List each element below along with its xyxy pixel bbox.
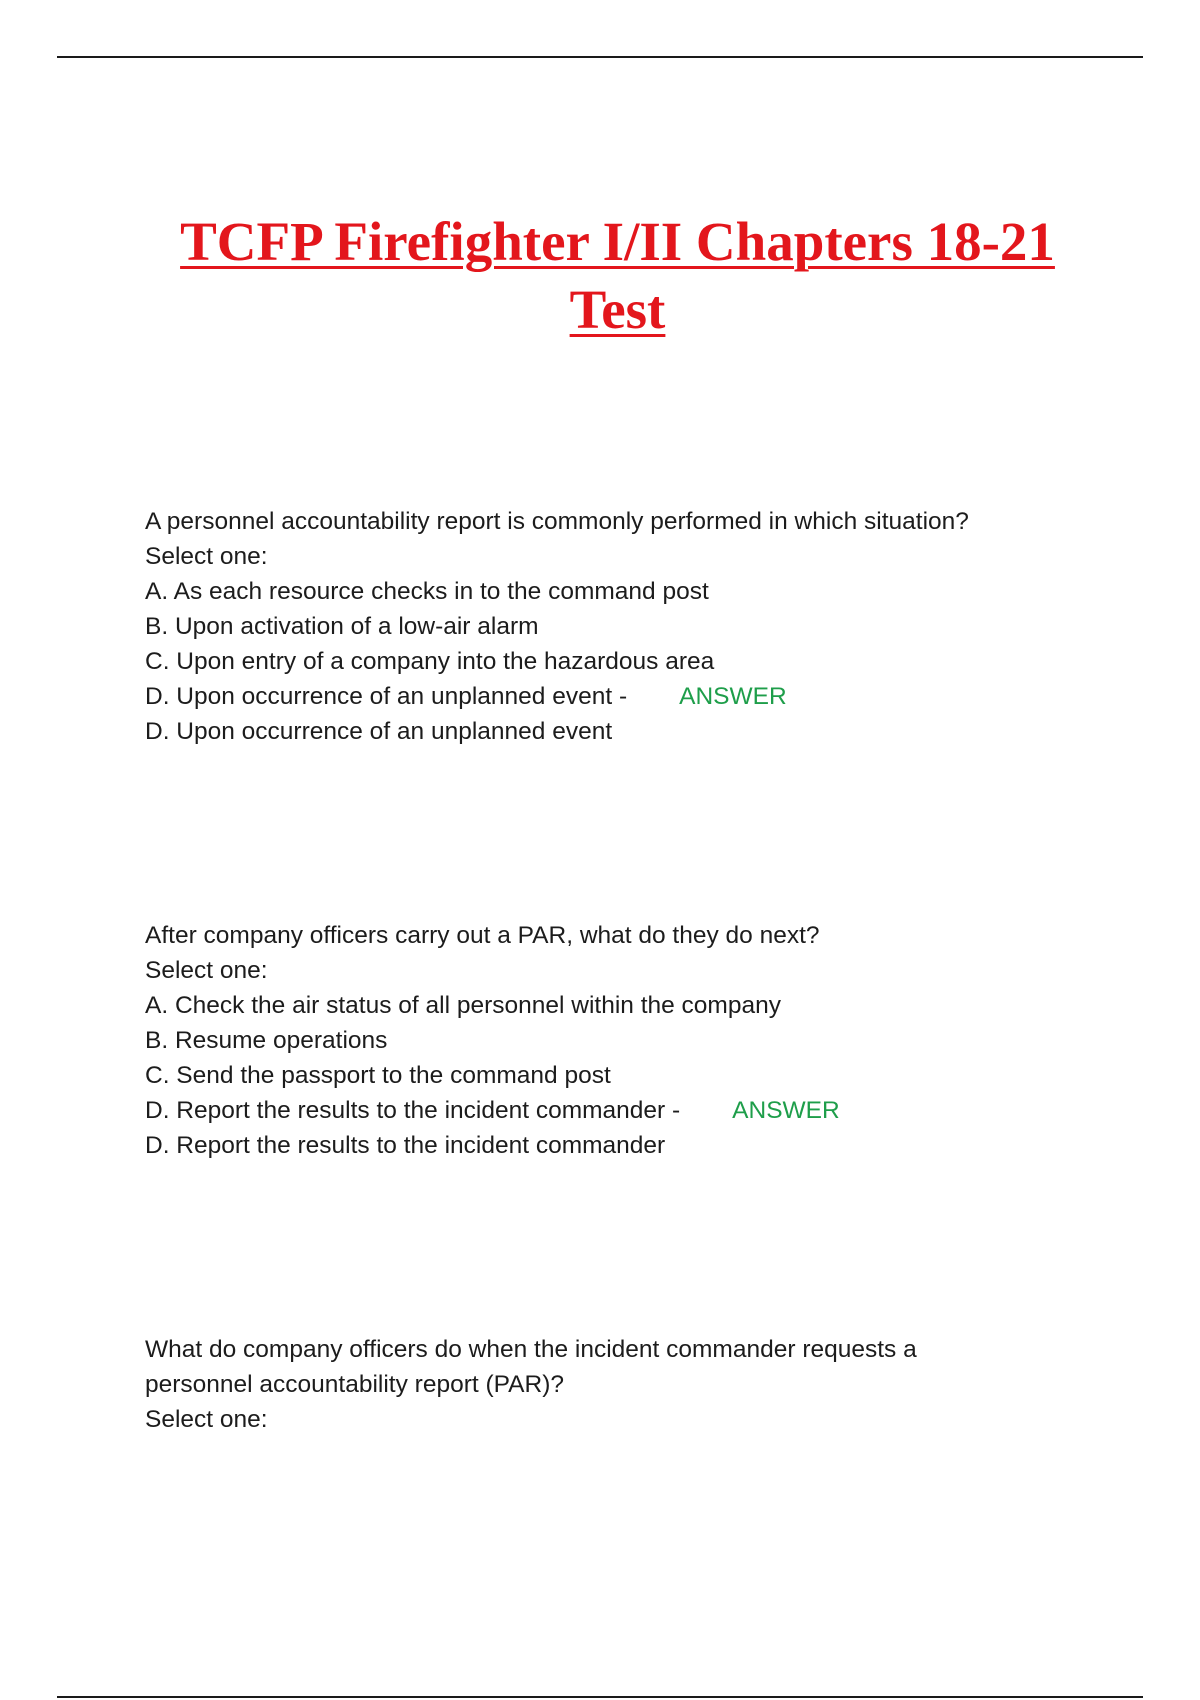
- question-2: [145, 918, 1075, 1163]
- select-label: Select one:: [145, 543, 268, 570]
- correct-answer: D. Upon occurrence of an unplanned event: [145, 718, 613, 745]
- question-3: [145, 1332, 1015, 1437]
- option-d-row: [145, 679, 1075, 714]
- select-label: Select one:: [145, 1406, 268, 1433]
- option-a: A. Check the air status of all personnel within the company: [145, 992, 781, 1019]
- answer-marker: ANSWER: [679, 683, 787, 710]
- question-prompt: A personnel accountability report is commonly performed in which situation?: [145, 508, 969, 535]
- document-title: [0, 208, 1200, 344]
- title-line-1: TCFP Firefighter I/II Chapters 18-21: [180, 211, 1055, 272]
- option-c: C. Send the passport to the command post: [145, 1062, 611, 1089]
- question-prompt: After company officers carry out a PAR, what do they do next?: [145, 922, 820, 949]
- select-label: Select one:: [145, 957, 268, 984]
- option-a: A. As each resource checks in to the command post: [145, 578, 709, 605]
- option-d-row: [145, 1093, 1075, 1128]
- footer-rule: [57, 1696, 1143, 1698]
- question-1: [145, 504, 1075, 749]
- answer-marker: ANSWER: [732, 1097, 840, 1124]
- title-line-2: Test: [569, 279, 666, 340]
- header-rule: [57, 56, 1143, 58]
- option-b: B. Resume operations: [145, 1027, 388, 1054]
- correct-answer: D. Report the results to the incident commander: [145, 1132, 666, 1159]
- option-c: C. Upon entry of a company into the hazardous area: [145, 648, 715, 675]
- option-b: B. Upon activation of a low-air alarm: [145, 613, 539, 640]
- option-d: D. Upon occurrence of an unplanned event -: [145, 683, 628, 710]
- question-prompt: What do company officers do when the incident commander requests a personnel accountability report (PAR)?: [145, 1336, 917, 1398]
- option-d: D. Report the results to the incident commander -: [145, 1097, 681, 1124]
